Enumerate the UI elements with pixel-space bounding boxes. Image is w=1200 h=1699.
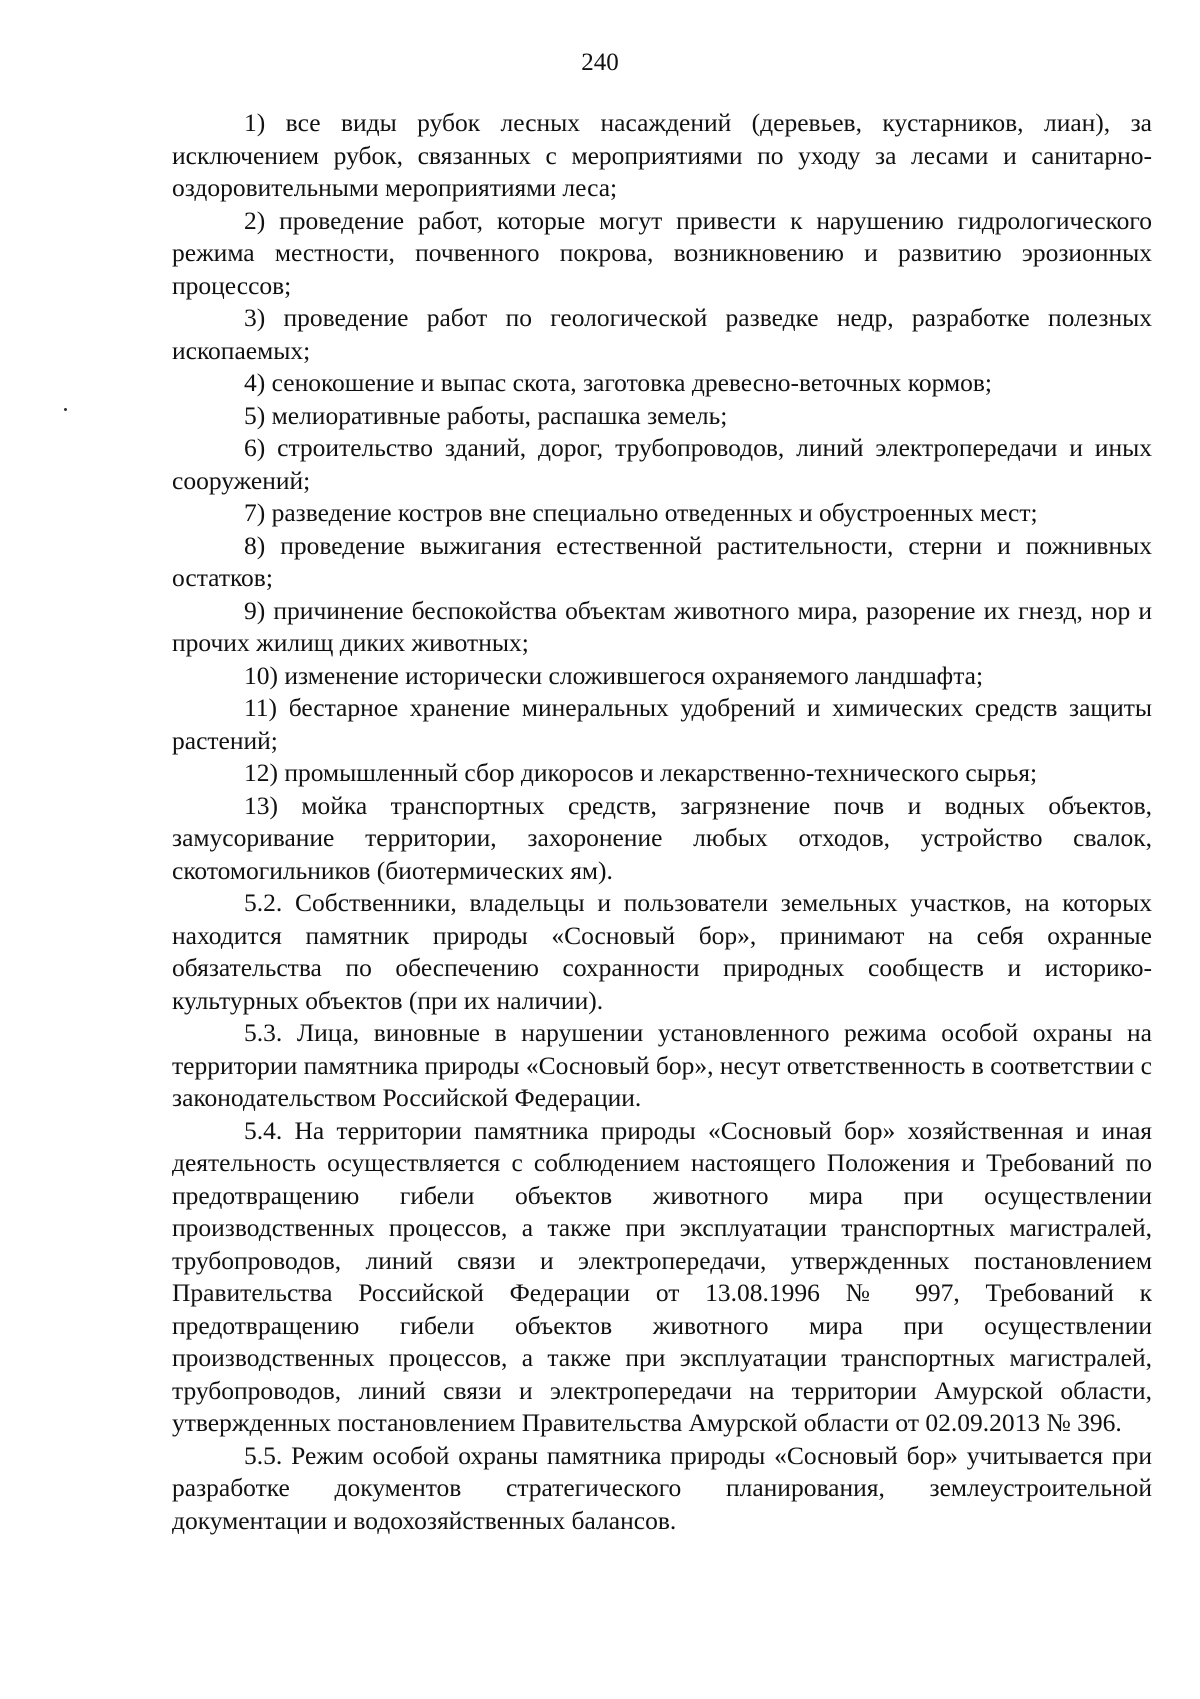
clause-5-4: 5.4. На территории памятника природы «Сосновый бор» хозяйственная и иная деятельность осуществляется с соблюдением настоящего Положения и Требований по предотвращению гибели объектов животного мира при осуществлении производственных процессов, а также при эксплуатации транспортных магистралей, трубопроводов, линий связи и электропередачи, утвержденных постановлением Правительства Российской Федерации от 13.08.1996 № 997, Требований к предотвращению гибели объектов животного мира при осуществлении производственных процессов, а также при эксплуатации транспортных магистралей, трубопроводов, линий связи и электропередачи на территории Амурской области, утвержденных постановлением Правительства Амурской области от 02.09.2013 № 396. (172, 1115, 1152, 1437)
list-item-2: 2) проведение работ, которые могут привести к нарушению гидрологического режима местности, почвенного покрова, возникновению и развитию эрозионных процессов; (172, 205, 1152, 300)
list-item-1: 1) все виды рубок лесных насаждений (деревьев, кустарников, лиан), за исключением рубок, связанных с мероприятиями по уходу за лесами и санитарно-оздоровительными мероприятиями леса; (172, 108, 1152, 202)
list-item-3: 3) проведение работ по геологической разведке недр, разработке полезных ископаемых; (172, 303, 1152, 365)
list-item-6: 6) строительство зданий, дорог, трубопроводов, линий электропередачи и иных сооружений; (172, 433, 1152, 495)
scan-dot-mark (64, 408, 67, 411)
document-body (172, 107, 1152, 1537)
list-item-11: 11) бестарное хранение минеральных удобрений и химических средств защиты растений; (172, 693, 1152, 755)
list-item-10: 10) изменение исторически сложившегося охраняемого ландшафта; (244, 660, 984, 690)
list-item-13: 13) мойка транспортных средств, загрязнение почв и водных объектов, замусоривание территории, захоронение любых отходов, устройство свалок, скотомогильников (биотермических ям). (172, 790, 1152, 885)
list-item-9: 9) причинение беспокойства объектам животного мира, разорение их гнезд, нор и прочих жилищ диких животных; (172, 595, 1152, 657)
list-item-5: 5) мелиоративные работы, распашка земель; (244, 400, 728, 430)
list-item-8: 8) проведение выжигания естественной растительности, стерни и пожнивных остатков; (172, 530, 1152, 592)
list-item-12: 12) промышленный сбор дикоросов и лекарственно-технического сырья; (244, 758, 1038, 787)
page-number: 240 (581, 49, 619, 76)
clause-5-3: 5.3. Лица, виновные в нарушении установленного режима особой охраны на территории памятника природы «Сосновый бор», несут ответственность в соответствии с законодательством Российской Федерации. (172, 1018, 1152, 1112)
list-item-7: 7) разведение костров вне специально отведенных и обустроенных мест; (244, 498, 1038, 527)
clause-5-5: 5.5. Режим особой охраны памятника природы «Сосновый бор» учитывается при разработке документов стратегического планирования, землеустроительной документации и водохозяйственных балансов. (172, 1440, 1152, 1535)
list-item-4: 4) сенокошение и выпас скота, заготовка древесно-веточных кормов; (244, 368, 993, 397)
clause-5-2: 5.2. Собственники, владельцы и пользователи земельных участков, на которых находится памятник природы «Сосновый бор», принимают на себя охранные обязательства по обеспечению сохранности природных сообществ и историко-культурных объектов (при их наличии). (172, 888, 1152, 1015)
